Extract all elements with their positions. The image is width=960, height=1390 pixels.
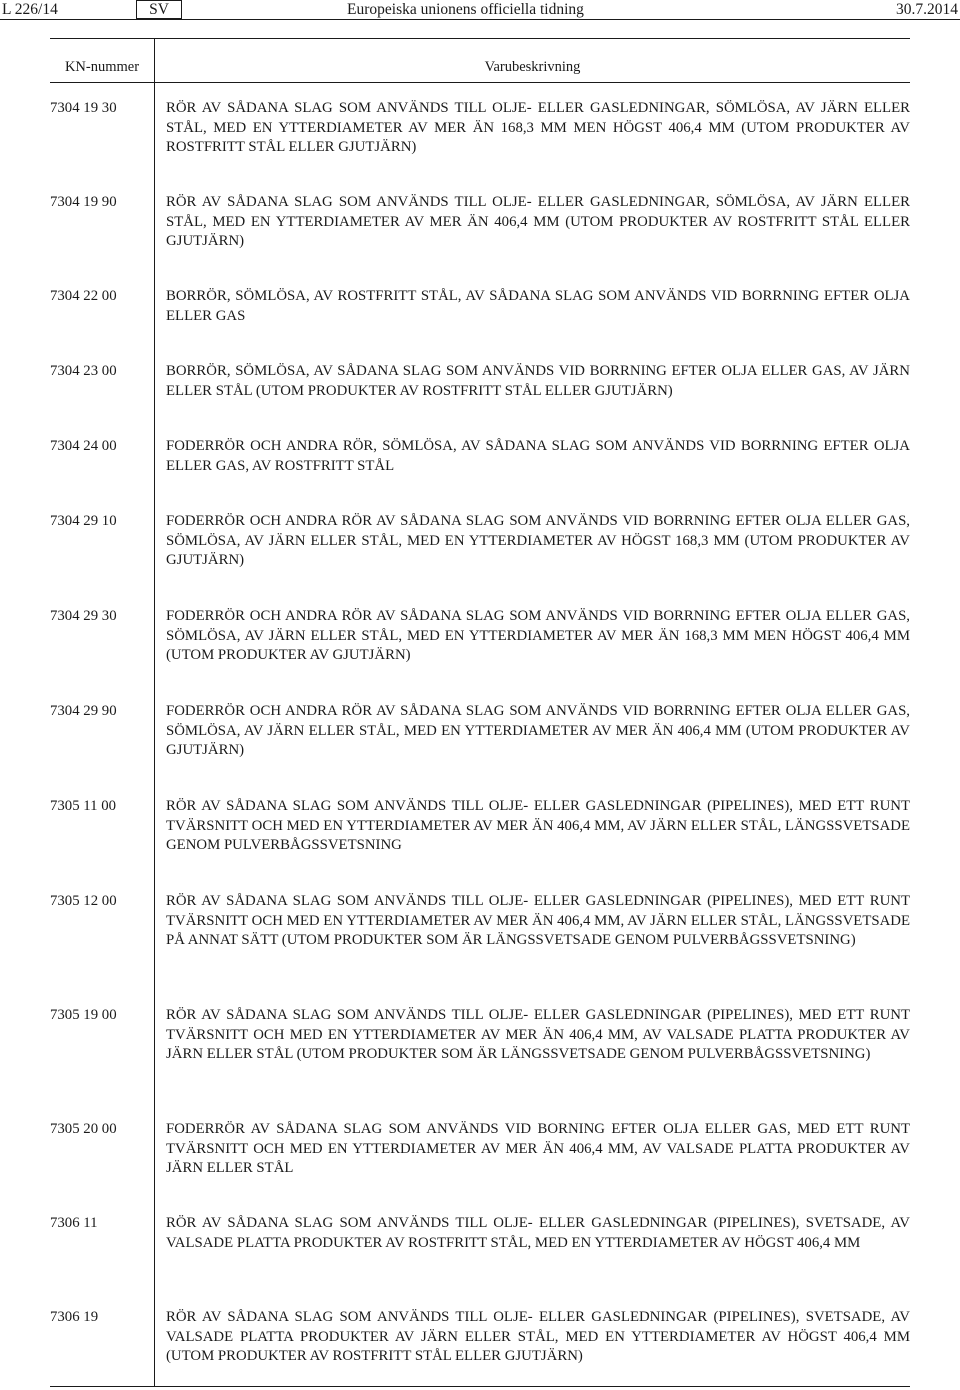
goods-description: BORRÖR, SÖMLÖSA, AV ROSTFRITT STÅL, AV SÅDANA SLAG SOM ANVÄNDS VID BORRNING EFTER OLJA ELLER GAS bbox=[166, 288, 910, 324]
goods-description: RÖR AV SÅDANA SLAG SOM ANVÄNDS TILL OLJE- ELLER GASLEDNINGAR (PIPELINES), MED ETT RUNT TVÄRSNITT OCH MED EN YTTERDIAMETER AV MER ÄN 406,4 MM, AV JÄRN ELLER STÅL, LÄNGSSVETSADE GENOM PULVERBÅGSSVETSNING bbox=[166, 798, 910, 854]
header-row-rule bbox=[50, 82, 910, 83]
column-header-description: Varubeskrivning bbox=[484, 59, 581, 75]
goods-description: RÖR AV SÅDANA SLAG SOM ANVÄNDS TILL OLJE- ELLER GASLEDNINGAR (PIPELINES), SVETSADE, AV VALSADE PLATTA PRODUKTER AV ROSTFRITT STÅL, MED EN YTTERDIAMETER AV HÖGST 406,4 MM bbox=[166, 1215, 910, 1251]
kn-code: 7304 23 00 bbox=[50, 363, 117, 379]
kn-code: 7304 19 30 bbox=[50, 100, 117, 116]
publication-date: 30.7.2014 bbox=[896, 1, 958, 18]
kn-code: 7305 11 00 bbox=[50, 798, 117, 814]
goods-description: RÖR AV SÅDANA SLAG SOM ANVÄNDS TILL OLJE- ELLER GASLEDNINGAR (PIPELINES), MED ETT RUNT TVÄRSNITT OCH MED EN YTTERDIAMETER AV MER ÄN 406,4 MM, AV JÄRN ELLER STÅL, LÄNGSSVETSADE PÅ ANNAT SÄTT (UTOM PRODUKTER SOM ÄR LÄNGSSVETSADE GENOM PULVERBÅGSSVETSNING) bbox=[166, 893, 910, 949]
goods-description: RÖR AV SÅDANA SLAG SOM ANVÄNDS TILL OLJE- ELLER GASLEDNINGAR, SÖMLÖSA, AV JÄRN ELLER STÅL, MED EN YTTERDIAMETER AV MER ÄN 168,3 MM MEN HÖGST 406,4 MM (UTOM PRODUKTER AV ROSTFRITT STÅL ELLER GJUTJÄRN) bbox=[166, 100, 910, 156]
kn-code: 7306 19 bbox=[50, 1309, 99, 1325]
page-reference: L 226/14 bbox=[2, 1, 58, 18]
kn-code: 7305 20 00 bbox=[50, 1121, 117, 1137]
kn-code: 7304 19 90 bbox=[50, 194, 117, 210]
table-top-rule bbox=[50, 38, 910, 39]
column-divider bbox=[154, 38, 155, 1387]
goods-description: FODERRÖR OCH ANDRA RÖR AV SÅDANA SLAG SOM ANVÄNDS VID BORRNING EFTER OLJA ELLER GAS, SÖMLÖSA, AV JÄRN ELLER STÅL, MED EN YTTERDIAMETER AV MER ÄN 406,4 MM (UTOM PRODUKTER AV GJUTJÄRN) bbox=[166, 703, 910, 759]
kn-code: 7305 12 00 bbox=[50, 893, 117, 909]
header-rule bbox=[0, 19, 960, 20]
kn-code: 7304 29 10 bbox=[50, 513, 117, 529]
kn-code: 7304 29 90 bbox=[50, 703, 117, 719]
kn-code: 7304 24 00 bbox=[50, 438, 117, 454]
page-header bbox=[0, 0, 960, 20]
kn-code: 7305 19 00 bbox=[50, 1007, 117, 1023]
kn-code: 7304 29 30 bbox=[50, 608, 117, 624]
goods-description: FODERRÖR AV SÅDANA SLAG SOM ANVÄNDS VID BORNING EFTER OLJA ELLER GAS, MED ETT RUNT TVÄRSNITT OCH MED EN YTTERDIAMETER AV MER ÄN 406,4 MM, AV VALSADE PLATTA PRODUKTER AV JÄRN ELLER STÅL bbox=[166, 1121, 910, 1177]
goods-description: BORRÖR, SÖMLÖSA, AV SÅDANA SLAG SOM ANVÄNDS VID BORRNING EFTER OLJA ELLER GAS, AV JÄRN ELLER STÅL (UTOM PRODUKTER AV ROSTFRITT STÅL ELLER GJUTJÄRN) bbox=[166, 363, 910, 399]
journal-title: Europeiska unionens officiella tidning bbox=[347, 1, 584, 18]
table-bottom-rule bbox=[50, 1386, 910, 1387]
language-badge: SV bbox=[136, 0, 182, 19]
goods-description: RÖR AV SÅDANA SLAG SOM ANVÄNDS TILL OLJE- ELLER GASLEDNINGAR (PIPELINES), MED ETT RUNT TVÄRSNITT OCH MED EN YTTERDIAMETER AV MER ÄN 406,4 MM, AV VALSADE PLATTA PRODUKTER AV JÄRN ELLER STÅL (UTOM PRODUKTER SOM ÄR LÄNGSSVETSADE GENOM PULVERBÅGSSVETSNING) bbox=[166, 1007, 910, 1063]
column-header-code: KN-nummer bbox=[64, 59, 140, 75]
goods-description: FODERRÖR OCH ANDRA RÖR AV SÅDANA SLAG SOM ANVÄNDS VID BORRNING EFTER OLJA ELLER GAS, SÖMLÖSA, AV JÄRN ELLER STÅL, MED EN YTTERDIAMETER AV HÖGST 168,3 MM (UTOM PRODUKTER AV GJUTJÄRN) bbox=[166, 513, 910, 569]
goods-description: RÖR AV SÅDANA SLAG SOM ANVÄNDS TILL OLJE- ELLER GASLEDNINGAR (PIPELINES), SVETSADE, AV VALSADE PLATTA PRODUKTER AV JÄRN ELLER STÅL, MED EN YTTERDIAMETER AV HÖGST 406,4 MM (UTOM PRODUKTER AV ROSTFRITT STÅL ELLER GJUTJÄRN) bbox=[166, 1309, 910, 1365]
goods-description: FODERRÖR OCH ANDRA RÖR AV SÅDANA SLAG SOM ANVÄNDS VID BORRNING EFTER OLJA ELLER GAS, SÖMLÖSA, AV JÄRN ELLER STÅL, MED EN YTTERDIAMETER AV MER ÄN 168,3 MM MEN HÖGST 406,4 MM (UTOM PRODUKTER AV GJUTJÄRN) bbox=[166, 608, 910, 664]
kn-code: 7306 11 bbox=[50, 1215, 98, 1231]
kn-code: 7304 22 00 bbox=[50, 288, 117, 304]
goods-description: RÖR AV SÅDANA SLAG SOM ANVÄNDS TILL OLJE- ELLER GASLEDNINGAR, SÖMLÖSA, AV JÄRN ELLER STÅL, MED EN YTTERDIAMETER AV MER ÄN 406,4 MM (UTOM PRODUKTER AV ROSTFRITT STÅL ELLER GJUTJÄRN) bbox=[166, 194, 910, 250]
goods-description: FODERRÖR OCH ANDRA RÖR, SÖMLÖSA, AV SÅDANA SLAG SOM ANVÄNDS VID BORRNING EFTER OLJA ELLER GAS, AV ROSTFRITT STÅL bbox=[166, 438, 910, 474]
